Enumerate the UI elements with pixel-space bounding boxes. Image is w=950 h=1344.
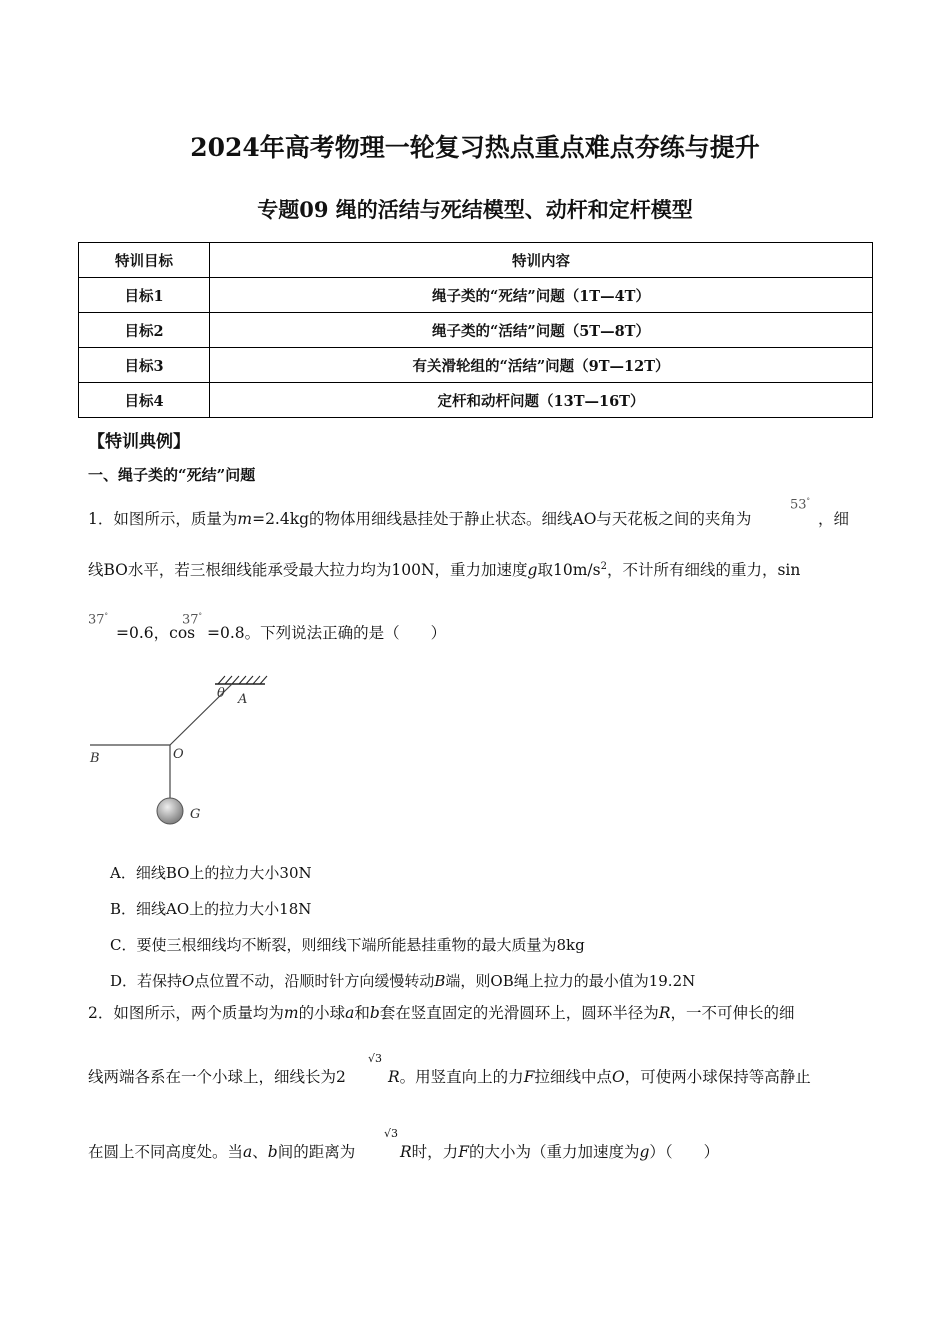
- question-1-line-2: [88, 562, 800, 579]
- label-A: A: [238, 692, 248, 707]
- ceiling-hatch: [218, 676, 267, 684]
- text: 的大小为（重力加速度为: [468, 1143, 640, 1161]
- q1-diagram: [80, 670, 280, 835]
- text: 的小球: [298, 1004, 346, 1022]
- text: =0.8。下列说法正确的是（ ）: [207, 624, 447, 642]
- angle-value: 37: [182, 612, 199, 628]
- choice-B[interactable]: B．细线AO上的拉力大小18N: [110, 900, 312, 918]
- page-subtitle: 专题09 绳的活结与死结模型、动杆和定杆模型: [257, 197, 693, 222]
- table-cell: 目标1: [79, 278, 210, 313]
- angle-value: 53: [790, 497, 807, 513]
- text: 取10m/s: [537, 561, 601, 580]
- table-row: [79, 383, 873, 418]
- variable-b: b: [369, 1004, 380, 1022]
- variable-O: O: [611, 1068, 625, 1086]
- text: 。用竖直向上的力: [399, 1068, 524, 1086]
- question-1-line-1: [88, 512, 751, 528]
- page-title: 2024年高考物理一轮复习热点重点难点夯练与提升: [190, 133, 760, 162]
- choice-A[interactable]: A．细线BO上的拉力大小30N: [110, 864, 312, 882]
- label-B: B: [90, 751, 100, 766]
- angle-37: 37°: [88, 612, 109, 628]
- table-cell: 目标2: [79, 313, 210, 348]
- text: 点位置不动，沿顺时针方向缓慢转动: [194, 972, 435, 990]
- angle-53: 53°: [790, 497, 811, 513]
- text: 在圆上不同高度处。当: [88, 1143, 244, 1161]
- table-cell: 绳子类的“死结”问题（1T—4T）: [210, 278, 873, 313]
- text: 端，则OB绳上拉力的最小值为19.2N: [445, 972, 696, 990]
- text: 线BO水平，若三根细线能承受最大拉力均为100N，重力加速度: [88, 561, 528, 580]
- text: 、: [252, 1143, 268, 1161]
- text: 时，力: [411, 1143, 459, 1161]
- sqrt-3: √3: [368, 1052, 383, 1065]
- angle-37: 37°: [182, 612, 203, 628]
- training-targets-table: [78, 242, 873, 418]
- table-row: [79, 278, 873, 313]
- weight-ball: [157, 798, 183, 824]
- table-cell: 绳子类的“活结”问题（5T—8T）: [210, 313, 873, 348]
- question-2-line-3b: [400, 1145, 719, 1161]
- choice-C[interactable]: C．要使三根细线均不断裂，则细线下端所能悬挂重物的最大质量为8kg: [110, 936, 585, 954]
- variable-b: b: [267, 1143, 278, 1161]
- variable-a: a: [243, 1143, 253, 1161]
- variable-F: F: [458, 1143, 469, 1161]
- text: 1．如图所示，质量为: [88, 510, 238, 528]
- sqrt-3: √3: [384, 1127, 399, 1140]
- text: ，细: [818, 510, 850, 528]
- text: 拉细线中点: [534, 1068, 612, 1086]
- variable-R: R: [658, 1004, 671, 1022]
- table-cell: 定杆和动杆问题（13T—16T）: [210, 383, 873, 418]
- label-O: O: [173, 747, 184, 762]
- section-title: 一、绳子类的“死结”问题: [88, 466, 256, 484]
- text: ，一不可伸长的细: [670, 1004, 795, 1022]
- label-theta: θ: [217, 686, 225, 701]
- superscript: 2: [600, 561, 607, 572]
- question-2-line-2: [388, 1070, 811, 1086]
- table-header-cell: 特训目标: [79, 243, 210, 278]
- variable-m: m: [283, 1004, 299, 1022]
- variable-R: R: [388, 1068, 400, 1086]
- text: =0.6，cos: [116, 624, 196, 642]
- text: D．若保持: [110, 972, 183, 990]
- variable-O: O: [182, 972, 195, 990]
- table-header-row: [79, 243, 873, 278]
- table-row: [79, 348, 873, 383]
- label-G: G: [190, 807, 201, 822]
- section-header: 【特训典例】: [88, 432, 190, 452]
- variable-g: g: [527, 561, 538, 580]
- text: ，可使两小球保持等高静止: [624, 1068, 811, 1086]
- choice-D[interactable]: [110, 970, 695, 991]
- text: 线两端各系在一个小球上，细线长为2: [88, 1068, 346, 1086]
- angle-value: 37: [88, 612, 105, 628]
- text: ）（ ）: [649, 1143, 720, 1161]
- variable-F: F: [523, 1068, 535, 1086]
- table-cell: 有关滑轮组的“活结”问题（9T—12T）: [210, 348, 873, 383]
- variable-B: B: [434, 972, 446, 990]
- table-cell: 目标3: [79, 348, 210, 383]
- question-2-line-1: [88, 1006, 795, 1022]
- question-2-line-3a: [88, 1145, 355, 1161]
- variable-a: a: [345, 1004, 355, 1022]
- variable-g: g: [639, 1143, 650, 1161]
- variable-m: m: [237, 510, 253, 528]
- text: 间的距离为: [277, 1143, 356, 1161]
- table-cell: 目标4: [79, 383, 210, 418]
- text: 和: [354, 1004, 370, 1022]
- text: 套在竖直固定的光滑圆环上，圆环半径为: [379, 1004, 659, 1022]
- table-header-cell: 特训内容: [210, 243, 873, 278]
- text: ，不计所有细线的重力，sin: [606, 561, 801, 580]
- table-row: [79, 313, 873, 348]
- variable-R: R: [400, 1143, 412, 1161]
- text: 2．如图所示，两个质量均为: [88, 1004, 284, 1022]
- text: =2.4kg的物体用细线悬挂处于静止状态。细线AO与天花板之间的夹角为: [252, 510, 752, 528]
